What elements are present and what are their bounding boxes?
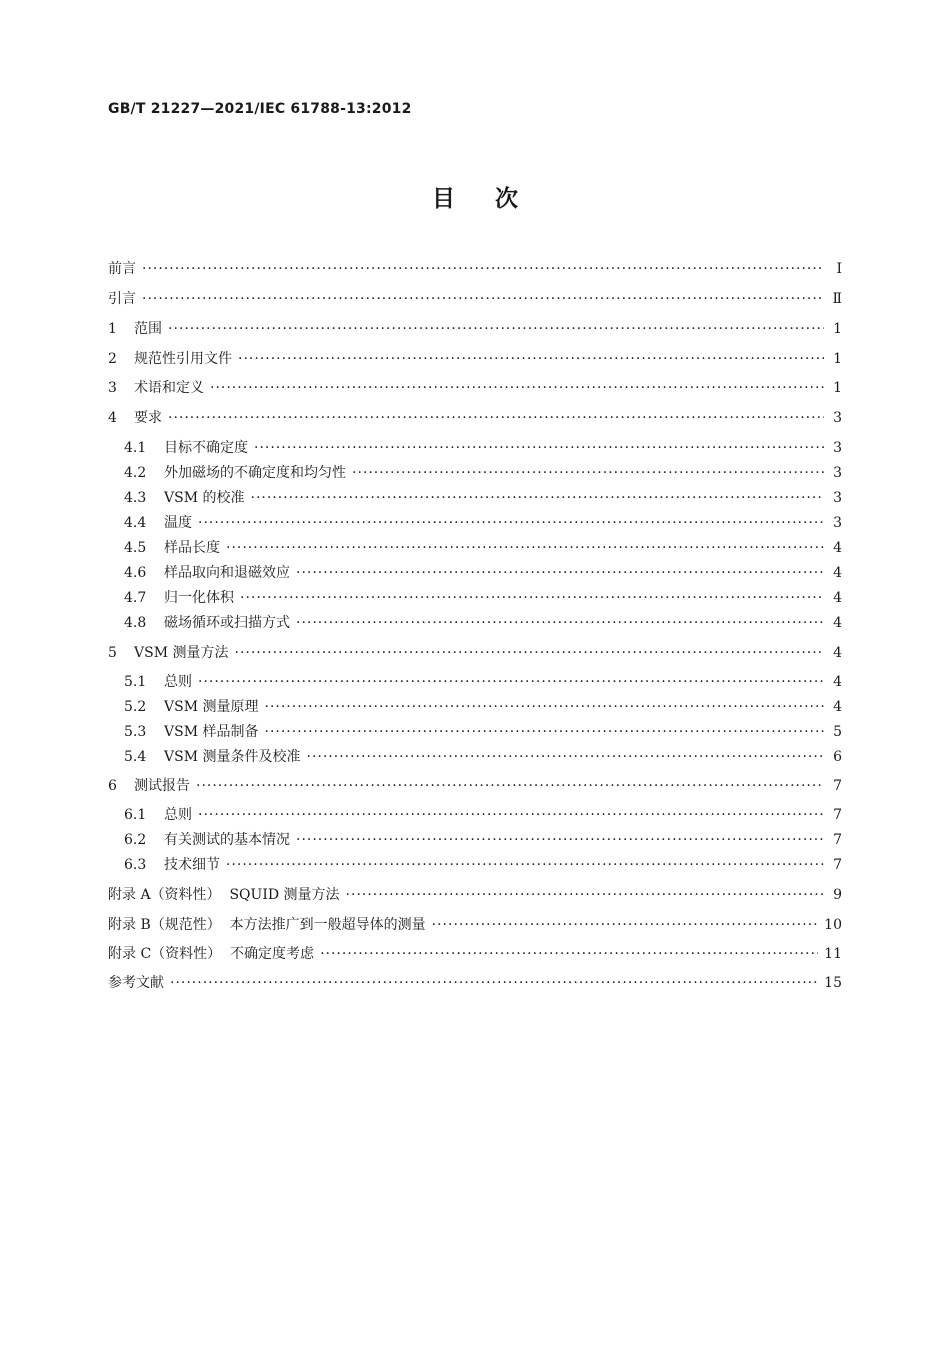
toc-number: 6.1 [124, 807, 147, 823]
leader-dots [296, 829, 824, 851]
toc-label: VSM 的校准 [164, 490, 245, 506]
leader-dots [296, 612, 824, 634]
toc-subentry[interactable] [124, 854, 842, 876]
leader-dots [198, 804, 824, 826]
toc-subentry[interactable] [124, 696, 842, 718]
leader-dots [198, 512, 824, 534]
toc-page: 4 [833, 565, 842, 581]
toc-page: 7 [833, 778, 842, 794]
toc-number: 2 [108, 351, 117, 367]
leader-dots [296, 562, 824, 584]
leader-dots [235, 642, 825, 664]
toc-entry[interactable] [108, 914, 842, 936]
toc-subentry[interactable] [124, 512, 842, 534]
toc-page: 10 [824, 917, 842, 933]
toc-label: VSM 测量原理 [164, 699, 259, 715]
leader-dots [352, 462, 824, 484]
toc-label: 附录 C（资料性） 不确定度考虑 [108, 946, 315, 962]
toc-subentry[interactable] [124, 746, 842, 768]
toc-label: 前言 [108, 261, 136, 277]
toc-page: 3 [833, 465, 842, 481]
toc-number: 4.5 [124, 540, 147, 556]
toc-page: 3 [833, 515, 842, 531]
toc-label: VSM 样品制备 [164, 724, 259, 740]
toc-page: Ⅰ [836, 261, 842, 277]
toc-entry[interactable] [108, 972, 842, 994]
toc-number: 4.8 [124, 615, 147, 631]
toc-number: 5.3 [124, 724, 147, 740]
toc-subentry[interactable] [124, 612, 842, 634]
leader-dots [210, 377, 824, 399]
toc-entry[interactable] [108, 348, 842, 370]
leader-dots [238, 348, 824, 370]
toc-number: 6.2 [124, 832, 147, 848]
toc-number: 1 [108, 321, 117, 337]
toc-subentry[interactable] [124, 562, 842, 584]
leader-dots [346, 884, 824, 906]
toc-entry[interactable] [108, 377, 842, 399]
toc-page: 11 [824, 946, 842, 962]
toc-label: 技术细节 [164, 857, 220, 873]
leader-dots [265, 696, 825, 718]
leader-dots [196, 775, 824, 797]
toc-page: 5 [833, 724, 842, 740]
toc-page: 4 [833, 699, 842, 715]
toc-label: 参考文献 [108, 975, 164, 991]
toc-entry[interactable] [108, 775, 842, 797]
toc-subentry[interactable] [124, 487, 842, 509]
toc-number: 6.3 [124, 857, 147, 873]
leader-dots [142, 258, 824, 280]
toc-page: 4 [833, 674, 842, 690]
toc-entry[interactable] [108, 258, 842, 280]
toc-entry[interactable] [108, 642, 842, 664]
leader-dots [168, 407, 824, 429]
toc-number: 5.2 [124, 699, 147, 715]
toc-number: 6 [108, 778, 117, 794]
toc-label: 有关测试的基本情况 [164, 832, 290, 848]
toc-label: 目标不确定度 [164, 440, 248, 456]
toc-number: 4.7 [124, 590, 147, 606]
toc-label: 测试报告 [134, 778, 190, 794]
toc-subentry[interactable] [124, 437, 842, 459]
toc-page: 7 [833, 832, 842, 848]
toc-label: 引言 [108, 291, 136, 307]
toc-entry[interactable] [108, 288, 842, 310]
toc-label: 术语和定义 [134, 380, 204, 396]
toc-label: 要求 [134, 410, 162, 426]
leader-dots [226, 537, 824, 559]
toc-page: 3 [833, 440, 842, 456]
leader-dots [170, 972, 818, 994]
toc-page: 4 [833, 590, 842, 606]
toc-subentry[interactable] [124, 721, 842, 743]
toc-page: 1 [833, 380, 842, 396]
page-title: 目次 [432, 186, 558, 212]
toc-label: 总则 [164, 674, 192, 690]
leader-dots [226, 854, 824, 876]
toc-number: 3 [108, 380, 117, 396]
toc-number: 5.4 [124, 749, 147, 765]
toc-subentry[interactable] [124, 587, 842, 609]
toc-entry[interactable] [108, 884, 842, 906]
toc-entry[interactable] [108, 943, 842, 965]
leader-dots [251, 487, 825, 509]
toc-entry[interactable] [108, 318, 842, 340]
toc-label: 总则 [164, 807, 192, 823]
toc-label: 归一化体积 [164, 590, 234, 606]
toc-number: 4.3 [124, 490, 147, 506]
toc-label: 附录 A（资料性） SQUID 测量方法 [108, 887, 340, 903]
toc-subentry[interactable] [124, 462, 842, 484]
toc-page: 9 [833, 887, 842, 903]
toc-label: VSM 测量条件及校准 [164, 749, 301, 765]
toc-page: Ⅱ [832, 291, 842, 307]
leader-dots [198, 671, 824, 693]
toc-number: 4.2 [124, 465, 147, 481]
toc-label: 样品长度 [164, 540, 220, 556]
leader-dots [307, 746, 825, 768]
toc-label: 范围 [134, 321, 162, 337]
toc-page: 4 [833, 540, 842, 556]
toc-number: 4.1 [124, 440, 147, 456]
toc-number: 4.4 [124, 515, 147, 531]
leader-dots [240, 587, 824, 609]
toc-subentry[interactable] [124, 804, 842, 826]
toc-page: 4 [833, 645, 842, 661]
toc-page: 6 [833, 749, 842, 765]
standard-code: GB/T 21227—2021/IEC 61788-13:2012 [108, 101, 412, 117]
toc-subentry[interactable] [124, 829, 842, 851]
leader-dots [142, 288, 824, 310]
toc-label: VSM 测量方法 [134, 645, 229, 661]
toc-label: 规范性引用文件 [134, 351, 232, 367]
toc-number: 4.6 [124, 565, 147, 581]
toc-label: 磁场循环或扫描方式 [164, 615, 290, 631]
toc-page: 1 [833, 321, 842, 337]
toc-page: 3 [833, 410, 842, 426]
toc-label: 样品取向和退磁效应 [164, 565, 290, 581]
toc-page: 4 [833, 615, 842, 631]
leader-dots [432, 914, 819, 936]
toc-number: 5.1 [124, 674, 147, 690]
toc-page: 7 [833, 857, 842, 873]
toc-subentry[interactable] [124, 537, 842, 559]
toc-label: 温度 [164, 515, 192, 531]
toc-page: 15 [824, 975, 842, 991]
toc-number: 4 [108, 410, 117, 426]
toc-label: 附录 B（规范性） 本方法推广到一般超导体的测量 [108, 917, 426, 933]
leader-dots [320, 943, 818, 965]
toc-label: 外加磁场的不确定度和均匀性 [164, 465, 346, 481]
toc-page: 7 [833, 807, 842, 823]
toc-entry[interactable] [108, 407, 842, 429]
leader-dots [168, 318, 824, 340]
toc-page: 3 [833, 490, 842, 506]
toc-subentry[interactable] [124, 671, 842, 693]
leader-dots [265, 721, 825, 743]
toc-number: 5 [108, 645, 117, 661]
leader-dots [254, 437, 824, 459]
toc-page: 1 [833, 351, 842, 367]
